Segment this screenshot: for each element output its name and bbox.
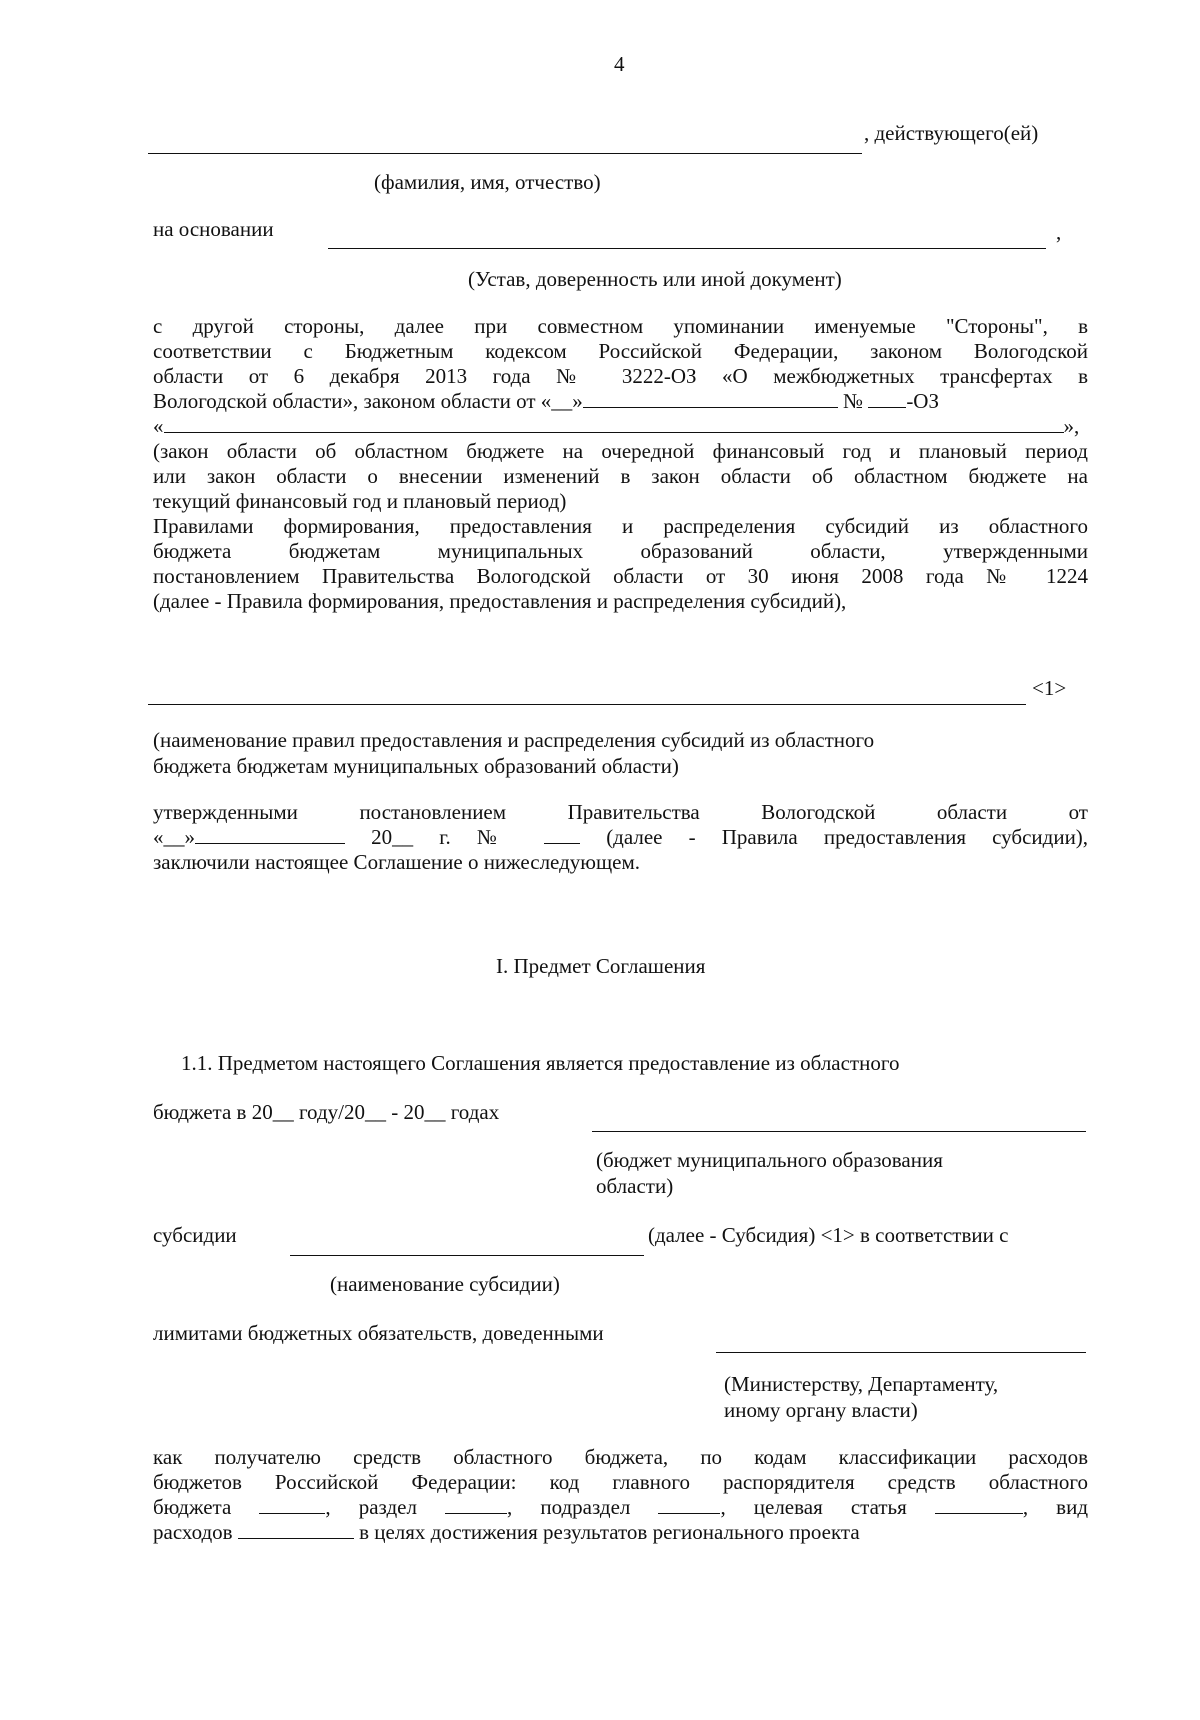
para1-line-law-name: « »,	[153, 414, 1080, 438]
ministry-caption-line: иному органу власти)	[724, 1398, 918, 1422]
para1-line-law: Вологодской области», законом области от «__» № -ОЗ	[153, 389, 939, 413]
para1-line: или закон области о внесении изменений в закон области об областном бюджете на	[153, 464, 1088, 488]
para2-line: заключили настоящее Соглашение о нижеследующем.	[153, 850, 640, 874]
footnote-mark: <1>	[1032, 676, 1067, 700]
para3-line-codes: бюджета , раздел , подраздел , целевая статья , вид	[153, 1495, 1089, 1519]
paragraph-parties	[153, 314, 1088, 614]
rules-caption-line: бюджета бюджетам муниципальных образований области)	[153, 754, 679, 778]
rules-caption-line: (наименование правил предоставления и распределения субсидий из областного	[153, 728, 875, 752]
page-number: 4	[614, 52, 625, 76]
budget-caption-line: (бюджет муниципального образования	[596, 1148, 943, 1172]
limits-text: лимитами бюджетных обязательств, доведенными	[153, 1321, 604, 1345]
para1-line: области от 6 декабря 2013 года № 3222-ОЗ «О межбюджетных трансфертах в	[153, 364, 1088, 388]
basis-comma: ,	[1056, 220, 1062, 244]
para1-line: бюджета бюджетам муниципальных образований области, утвержденными	[153, 539, 1088, 563]
ministry-blank-line	[716, 1352, 1086, 1353]
budget-caption-line: области)	[596, 1174, 674, 1198]
para1-line: Правилами формирования, предоставления и распределения субсидий из областного	[153, 514, 1088, 538]
para1-line: текущий финансовый год и плановый период)	[153, 489, 567, 513]
acting-suffix: , действующего(ей)	[864, 121, 1039, 145]
ministry-caption-line: (Министерству, Департаменту,	[724, 1372, 999, 1396]
budget-years: бюджета в 20__ году/20__ - 20__ годах	[153, 1100, 500, 1124]
subsidy-label: субсидии	[153, 1223, 237, 1247]
paragraph-classification	[153, 1445, 1088, 1545]
clause-intro: 1.1. Предметом настоящего Соглашения является предоставление из областного	[181, 1051, 900, 1075]
section-title: I. Предмет Соглашения	[496, 954, 706, 978]
para1-line: (закон области об областном бюджете на очередной финансовый год и плановый период	[153, 439, 1088, 463]
fio-caption: (фамилия, имя, отчество)	[374, 170, 601, 194]
basis-caption: (Устав, доверенность или иной документ)	[468, 267, 842, 291]
para3-line: бюджетов Российской Федерации: код главного распорядителя средств областного	[153, 1470, 1088, 1494]
budget-blank-line	[592, 1131, 1086, 1132]
para1-line: с другой стороны, далее при совместном упоминании именуемые "Стороны", в	[153, 314, 1088, 338]
fio-blank-line	[148, 153, 862, 154]
para2-line-date: «__» 20__ г. № (далее - Правила предоставления субсидии),	[153, 825, 1089, 849]
para3-line: как получателю средств областного бюджета, по кодам классификации расходов	[153, 1445, 1088, 1469]
subsidy-tail: (далее - Субсидия) <1> в соответствии с	[648, 1223, 1009, 1247]
para1-line: соответствии с Бюджетным кодексом Российской Федерации, законом Вологодской	[153, 339, 1088, 363]
subsidy-blank-line	[290, 1255, 644, 1256]
subsidy-caption: (наименование субсидии)	[330, 1272, 560, 1296]
basis-label: на основании	[153, 217, 274, 241]
rules-blank-line	[148, 704, 1026, 705]
para2-line: утвержденными постановлением Правительства Вологодской области от	[153, 800, 1088, 824]
basis-blank-line	[328, 248, 1046, 249]
para3-line-expenses: расходов в целях достижения результатов регионального проекта	[153, 1520, 860, 1544]
paragraph-approved	[153, 800, 1088, 875]
para1-line: (далее - Правила формирования, предоставления и распределения субсидий),	[153, 589, 847, 613]
para1-line: постановлением Правительства Вологодской области от 30 июня 2008 года № 1224	[153, 564, 1088, 588]
